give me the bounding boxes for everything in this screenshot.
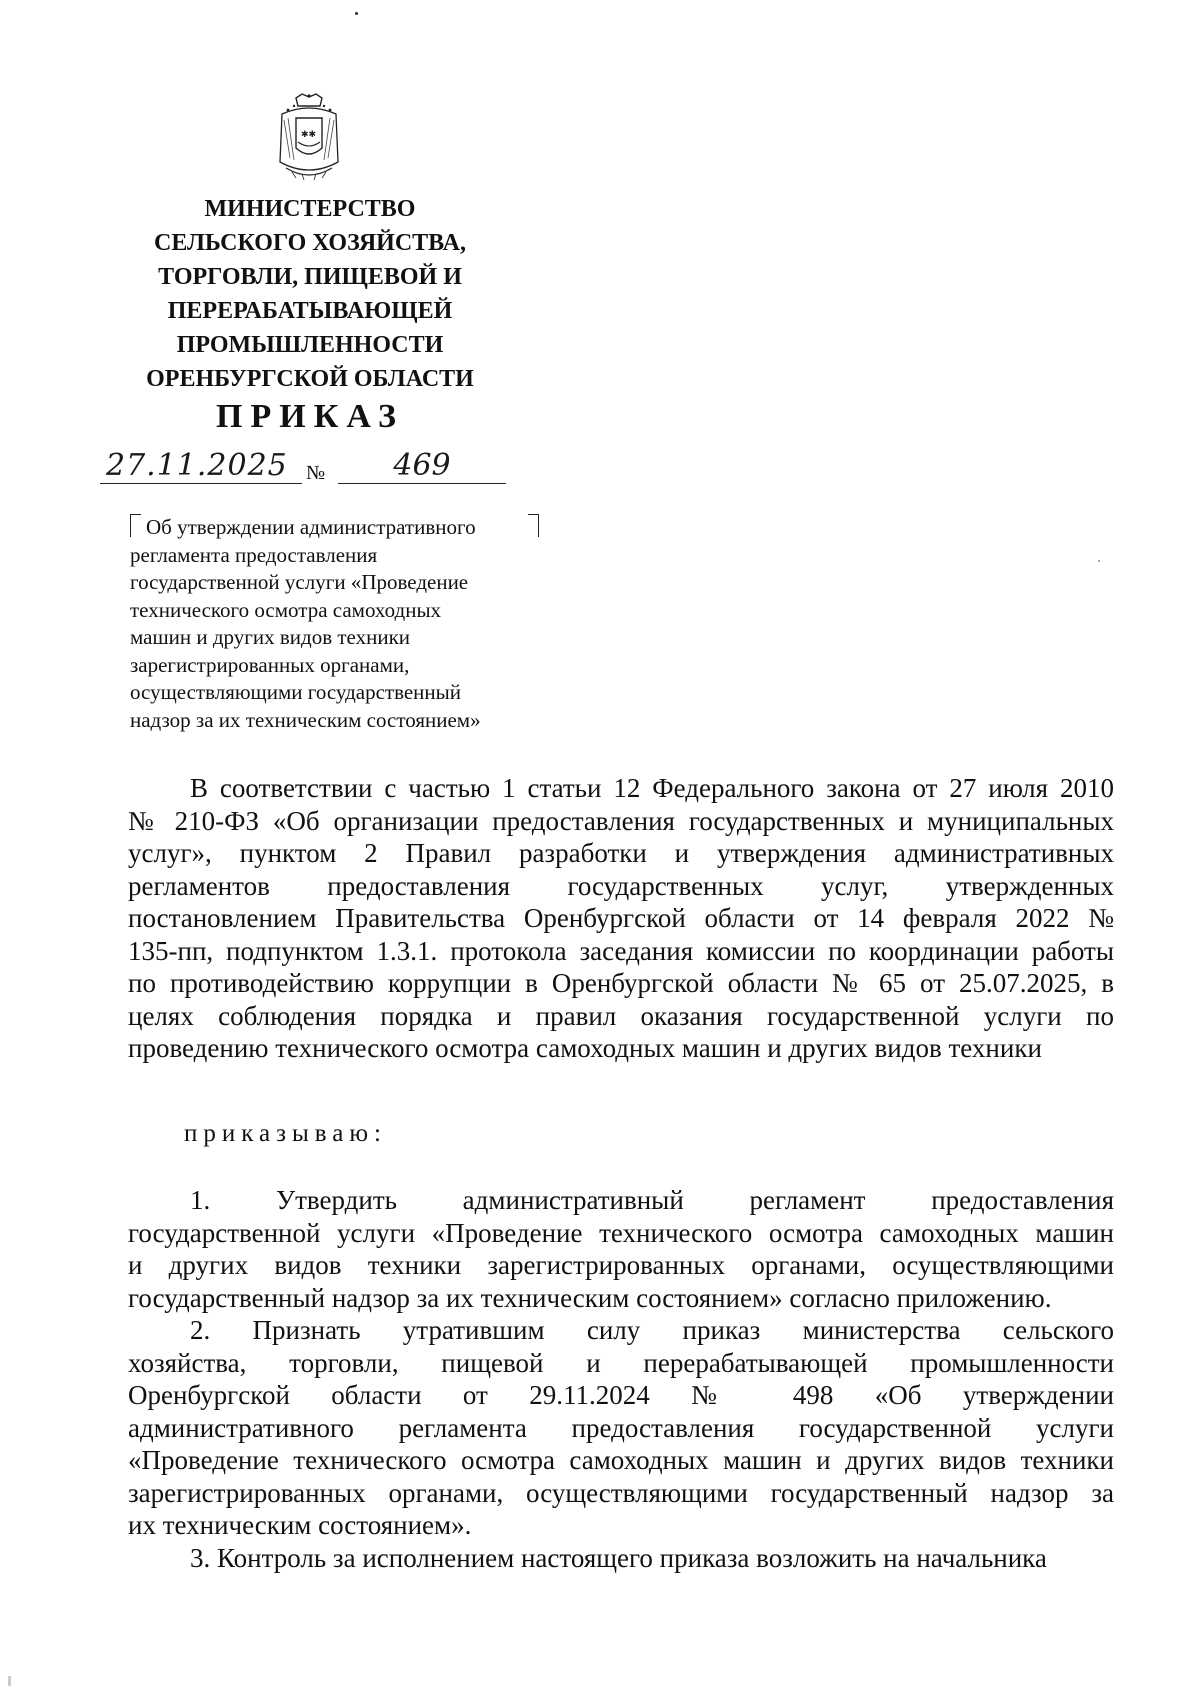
date-number-line — [100, 448, 510, 488]
item-line: 1. Утвердить административный регламент предоставления — [190, 1185, 1114, 1215]
preamble-line: проведению технического осмотра самоходных машин и других видов техники — [128, 1033, 1042, 1063]
order-items — [128, 1184, 1114, 1574]
subject-line: надзор за их техническим состоянием» — [130, 707, 481, 732]
subject-line: регламента предоставления — [130, 542, 378, 567]
item-line: и других видов техники зарегистрированных органами, осуществляющими — [128, 1250, 1114, 1280]
order-item-3 — [128, 1542, 1114, 1575]
subject-line: машин и других видов техники — [130, 625, 411, 649]
ministry-line: МИНИСТЕРСТВО — [204, 196, 416, 222]
order-item-1 — [128, 1184, 1114, 1314]
preamble-paragraph — [128, 772, 1114, 1065]
number-sign: № — [306, 462, 326, 484]
ministry-line: ПРОМЫШЛЕННОСТИ — [176, 332, 444, 358]
item-line: 2. Признать утратившим силу приказ министерства сельского — [190, 1315, 1114, 1345]
item-line: Оренбургской области от 29.11.2024 № 498 «Об утверждении — [128, 1380, 1114, 1410]
order-word: приказываю: — [184, 1120, 387, 1147]
ministry-name — [120, 192, 500, 396]
item-line: зарегистрированных органами, осуществляющими государственный надзор за — [128, 1477, 1114, 1508]
preamble-line: 135-пп, подпунктом 1.3.1. протокола заседания комиссии по координации работы — [128, 935, 1114, 966]
preamble-line: услуг», пунктом 2 Правил разработки и утверждения административных — [128, 838, 1114, 868]
preamble-line: № 210-ФЗ «Об организации предоставления государственных и муниципальных — [128, 805, 1114, 836]
subject-line: государственной услуги «Проведение — [130, 570, 469, 594]
subject-line: технического осмотра самоходных — [130, 597, 442, 622]
scan-speck — [1098, 560, 1100, 562]
svg-text:✱✱: ✱✱ — [301, 130, 317, 140]
item-line: «Проведение технического осмотра самоходных машин и других видов техники — [128, 1445, 1114, 1475]
ministry-line: ТОРГОВЛИ, ПИЩЕВОЙ И — [158, 264, 462, 290]
preamble-line: регламентов предоставления государственных услуг, утвержденных — [128, 870, 1114, 901]
ministry-line: ПЕРЕРАБАТЫВАЮЩЕЙ — [167, 298, 453, 324]
ministry-line: СЕЛЬСКОГО ХОЗЯЙСТВА, — [153, 230, 467, 256]
coat-of-arms-icon — [272, 92, 346, 184]
item-line: административного регламента предоставления государственной услуги — [128, 1412, 1114, 1443]
preamble-line: целях соблюдения порядка и правил оказания государственной услуги по — [128, 1000, 1114, 1031]
order-item-2 — [128, 1314, 1114, 1542]
item-line: государственный надзор за их техническим состоянием» согласно приложению. — [128, 1282, 1052, 1313]
order-subject — [130, 514, 550, 734]
handwritten-date: 27.11.2025 — [100, 448, 302, 484]
item-line: 3. Контроль за исполнением настоящего приказа возложить на начальника — [190, 1542, 1047, 1573]
preamble-line: постановлением Правительства Оренбургской области от 14 февраля 2022 № — [128, 903, 1114, 933]
scan-speck — [355, 12, 358, 15]
ministry-line: ОРЕНБУРГСКОЙ ОБЛАСТИ — [146, 366, 474, 392]
item-line: государственной услуги «Проведение технического осмотра самоходных машин — [128, 1217, 1114, 1248]
subject-line: осуществляющими государственный — [130, 680, 462, 704]
scan-speck — [8, 1676, 11, 1686]
item-line: их техническим состоянием». — [128, 1510, 472, 1540]
subject-line: Об утверждении административного — [146, 515, 476, 539]
subject-line: зарегистрированных органами, — [130, 652, 410, 677]
preamble-line: В соответствии с частью 1 статьи 12 Федерального закона от 27 июля 2010 — [190, 773, 1114, 803]
handwritten-number: 469 — [338, 448, 506, 484]
document-type-title: ПРИКАЗ — [216, 398, 404, 435]
preamble-line: по противодействию коррупции в Оренбургской области № 65 от 25.07.2025, в — [128, 968, 1114, 998]
item-line: хозяйства, торговли, пищевой и перерабатывающей промышленности — [128, 1347, 1114, 1378]
